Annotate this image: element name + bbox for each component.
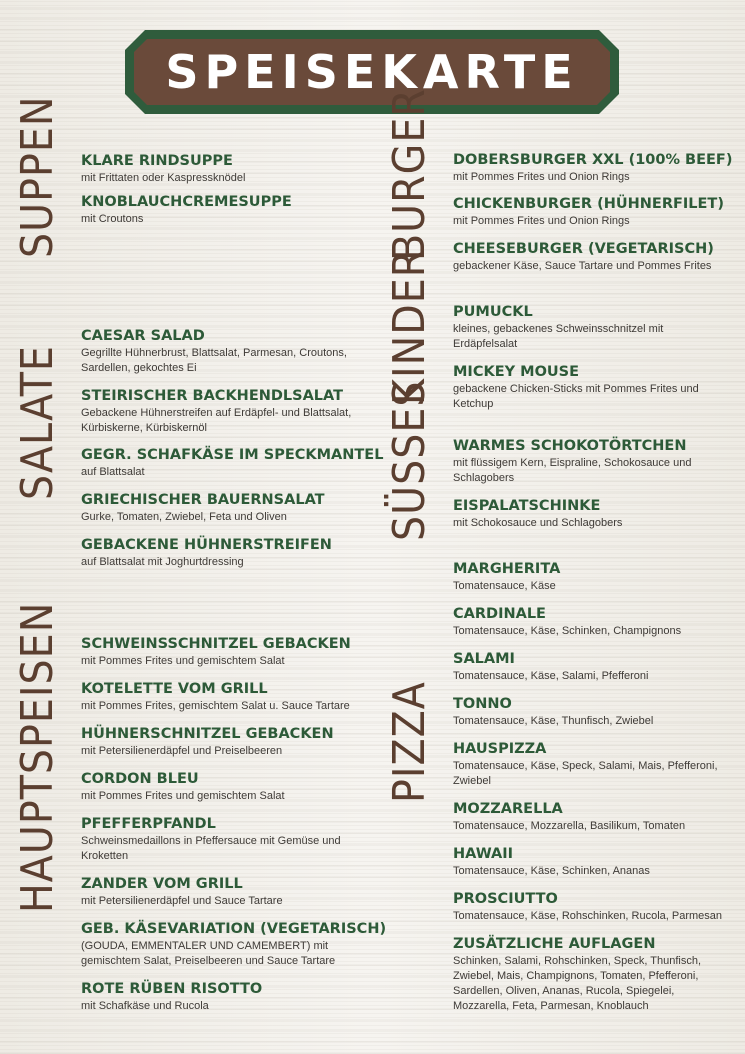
item-description: Gebackene Hühnerstreifen auf Erdäpfel- und Blattsalat, Kürbiskerne, Kürbiskernöl [81,407,352,434]
item-name: ZUSÄTZLICHE AUFLAGEN [453,936,656,952]
menu-item [453,800,728,834]
menu-item [453,845,728,879]
item-description: Tomatensauce, Käse, Thunfisch, Zwiebel [453,715,654,727]
item-name: GEBACKENE HÜHNERSTREIFEN [81,537,332,553]
item-description: mit Pommes Frites und gemischtem Salat [81,790,285,802]
item-description: mit Pommes Frites und gemischtem Salat [81,655,285,667]
item-description: mit flüssigem Kern, Eispraline, Schokosauce und Schlagobers [453,457,692,484]
item-name: ZANDER VOM GRILL [81,876,243,892]
menu-item [453,605,728,639]
item-name: GEB. KÄSEVARIATION (VEGETARISCH) [81,921,387,937]
item-name: DOBERSBURGER XXL (100% BEEF) [453,152,733,168]
item-description: mit Pommes Frites, gemischtem Salat u. Sauce Tartare [81,700,350,712]
item-name: CORDON BLEU [81,771,199,787]
item-name: PFEFFERPFANDL [81,816,216,832]
item-name: KOTELETTE VOM GRILL [81,681,268,697]
item-name: CHEESEBURGER (VEGETARISCH) [453,241,714,257]
menu-item [81,327,371,376]
menu-item [81,446,383,480]
item-description: Schinken, Salami, Rohschinken, Speck, Thunfisch, Zwiebel, Mais, Champignons, Tomaten, Pfefferoni, Sardellen, Oliven, Ananas, Rucola, Spiegelei, Mozzarella, Feta, Parmesan, Knoblauch [453,955,702,1012]
item-description: Gegrillte Hühnerbrust, Blattsalat, Parmesan, Croutons, Sardellen, gekochtes Ei [81,347,347,374]
menu-item [453,695,728,729]
item-name: STEIRISCHER BACKHENDLSALAT [81,388,344,404]
category-label-hauptspeisen: HAUPTSPEISEN [12,601,63,913]
item-description: auf Blattsalat mit Joghurtdressing [81,556,244,568]
item-name: HAUSPIZZA [453,741,547,757]
menu-item [453,240,728,274]
item-description: Tomatensauce, Käse [453,580,556,592]
item-name: TONNO [453,696,512,712]
menu-item [453,195,728,229]
item-name: MOZZARELLA [453,801,563,817]
category-label-pizza: PIZZA [384,681,435,803]
item-name: SALAMI [453,651,515,667]
item-name: CHICKENBURGER (HÜHNERFILET) [453,196,724,212]
item-name: ROTE RÜBEN RISOTTO [81,981,263,997]
item-description: mit Schokosauce und Schlagobers [453,517,623,529]
item-name: CARDINALE [453,606,546,622]
item-name: PROSCIUTTO [453,891,558,907]
item-description: Tomatensauce, Käse, Schinken, Ananas [453,865,650,877]
menu-item [81,387,371,436]
item-name: CAESAR SALAD [81,328,205,344]
menu-item [453,437,728,486]
menu-item [81,536,371,570]
item-name: PUMUCKL [453,304,533,320]
menu-item [453,303,728,352]
item-name: HÜHNERSCHNITZEL GEBACKEN [81,726,334,742]
menu-item [81,193,371,227]
menu-item [81,920,386,969]
menu-item [453,151,732,185]
category-label-burger: BURGER [384,88,435,261]
item-description: mit Croutons [81,213,144,225]
item-name: WARMES SCHOKOTÖRTCHEN [453,438,687,454]
item-description: mit Schafkäse und Rucola [81,1000,209,1012]
item-name: KLARE RINDSUPPE [81,153,233,169]
category-label-suesses: SÜSSES [384,380,435,541]
item-name: EISPALATSCHINKE [453,498,601,514]
menu-item [81,680,371,714]
item-name: SCHWEINSSCHNITZEL GEBACKEN [81,636,351,652]
menu-item [453,890,728,924]
item-description: mit Pommes Frites und Onion Rings [453,171,630,183]
title-banner [125,30,619,114]
menu-item [81,152,371,186]
item-name: KNOBLAUCHCREMESUPPE [81,194,292,210]
category-label-suppen: SUPPEN [12,95,63,258]
item-description: mit Pommes Frites und Onion Rings [453,215,630,227]
menu-item [81,980,371,1014]
item-description: Tomatensauce, Käse, Speck, Salami, Mais, Pfefferoni, Zwiebel [453,760,718,787]
menu-item [453,497,728,531]
category-label-kinder: KINDER [384,248,435,405]
category-label-salate: SALATE [12,345,63,500]
menu-item [453,650,728,684]
menu-item [81,770,371,804]
item-description: kleines, gebackenes Schweinsschnitzel mit Erdäpfelsalat [453,323,664,350]
menu-item [453,560,728,594]
item-description: auf Blattsalat [81,466,145,478]
item-name: GEGR. SCHAFKÄSE IM SPECKMANTEL [81,447,384,463]
item-name: MICKEY MOUSE [453,364,580,380]
item-description: Gurke, Tomaten, Zwiebel, Feta und Oliven [81,511,287,523]
item-description: mit Petersilienerdäpfel und Sauce Tartare [81,895,283,907]
menu-item [81,725,371,759]
item-description: Tomatensauce, Käse, Salami, Pfefferoni [453,670,649,682]
item-description: (GOUDA, EMMENTALER UND CAMEMBERT) mit gemischtem Salat, Preiselbeeren und Sauce Tartare [81,940,336,967]
menu-item [81,491,371,525]
item-description: gebackener Käse, Sauce Tartare und Pommes Frites [453,260,712,272]
menu-item [453,363,728,412]
item-description: Tomatensauce, Käse, Schinken, Champignons [453,625,682,637]
menu-item [453,740,728,789]
menu-item [81,875,371,909]
item-description: mit Petersilienerdäpfel und Preiselbeeren [81,745,283,757]
menu-item [453,935,728,1014]
menu-item [81,815,371,864]
item-description: gebackene Chicken-Sticks mit Pommes Frites und Ketchup [453,383,699,410]
item-name: HAWAII [453,846,514,862]
item-description: Schweinsmedaillons in Pfeffersauce mit Gemüse und Kroketten [81,835,341,862]
page-title: SPEISEKARTE [165,45,579,99]
item-name: GRIECHISCHER BAUERNSALAT [81,492,325,508]
item-name: MARGHERITA [453,561,561,577]
item-description: Tomatensauce, Mozzarella, Basilikum, Tomaten [453,820,686,832]
item-description: mit Frittaten oder Kaspressknödel [81,172,246,184]
item-description: Tomatensauce, Käse, Rohschinken, Rucola, Parmesan [453,910,723,922]
menu-item [81,635,371,669]
